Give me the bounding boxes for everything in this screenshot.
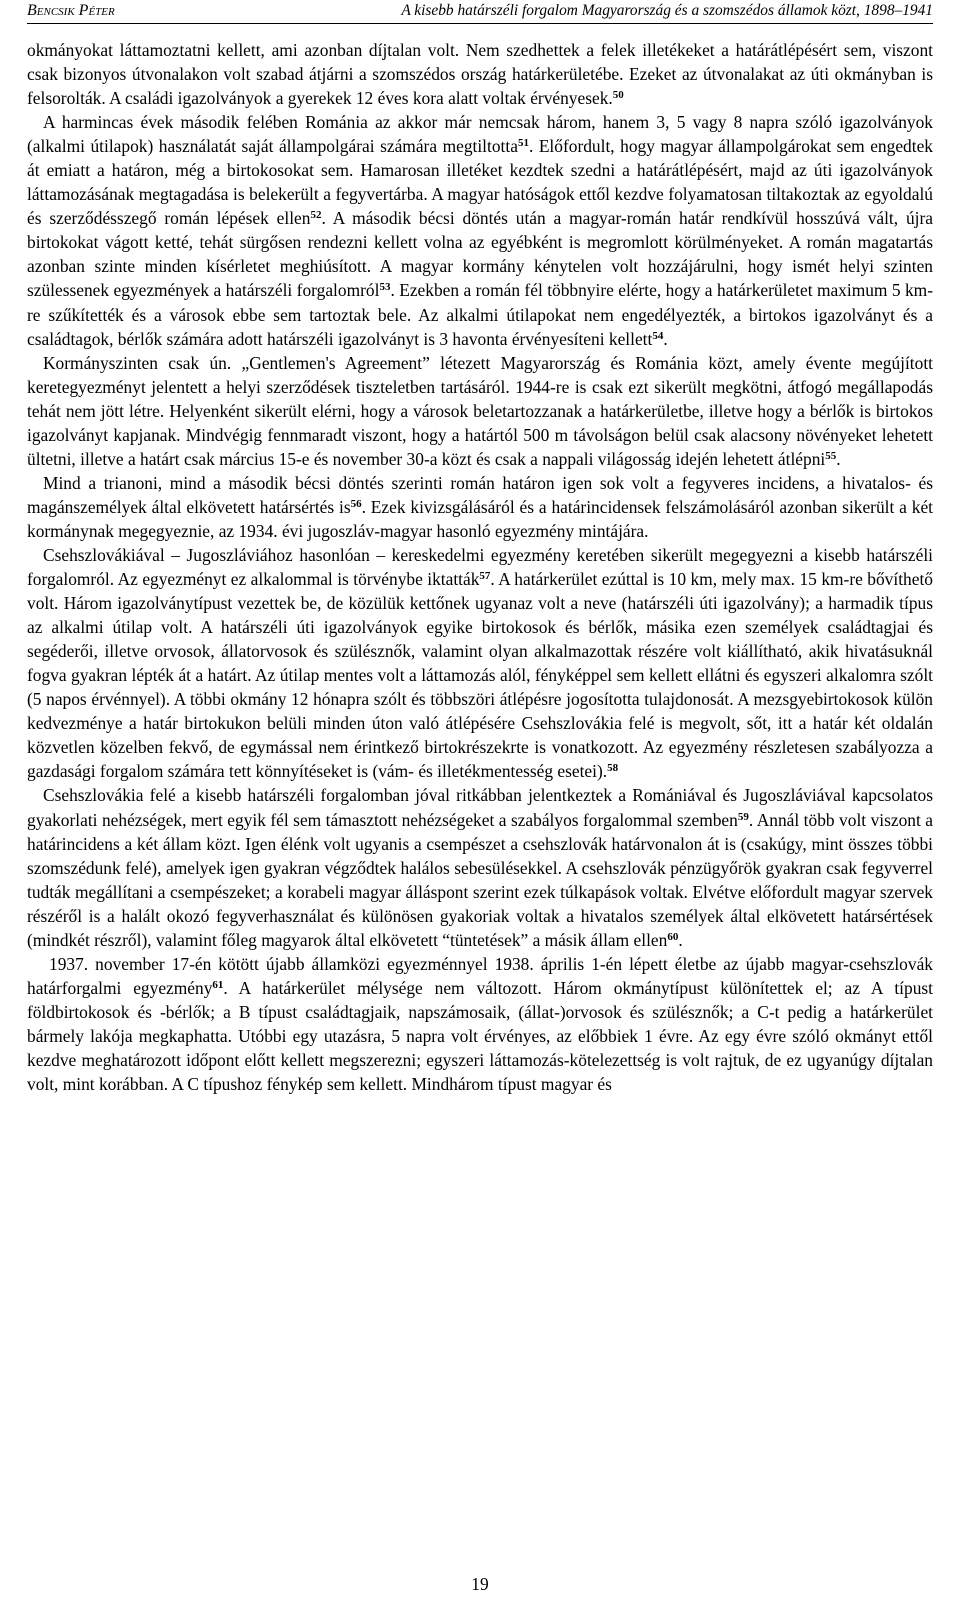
text-run: A harmincas évek második felében Románia az akkor már nemcsak három, hanem 3, 5 vagy 8 napra szóló igazolványok (alkalmi útilapok) használatát saját állampolgárai számára megtiltotta — [27, 112, 933, 157]
text-run: 1937. november 17-én kötött újabb államközi egyezménnyel 1938. április 1-én lépett életbe az újabb magyar-csehszlovák határforgalmi egyezmény — [27, 953, 933, 998]
footnote-ref-55[interactable]: 55 — [825, 449, 837, 462]
text-run: Csehszlovákiával – Jugoszláviához hasonlóan – kereskedelmi egyezmény keretében sikerült megegyezni a kisebb határszéli forgalomról. Az egyezményt ez alkalommal is törvénybe iktatták — [27, 544, 933, 590]
paragraph-5 — [27, 543, 933, 783]
footnote-ref-60[interactable]: 60 — [667, 930, 679, 943]
paragraph-4 — [27, 471, 933, 543]
paragraph-1 — [27, 38, 933, 110]
running-header — [27, 0, 933, 24]
paragraph-2 — [27, 110, 933, 350]
text-run: . Annál több volt viszont a határincidens a két állam közt. Igen élénk volt ugyanis a csempészet a csehszlovák határvonalon át is (csakúgy, mint összes többi szomszédunk felé), amelyek igen gyakran végződtek halálos sebesülésekkel. A csehszlovák pénzügyőrök gyakran csak fegyverrel tudták megállítani a csempészeket; a korabeli magyar álláspont szerint ezek túlkapások voltak. Elvétve előfordult magyar szervek részéről is a halált okozó fegyverhasználat és különösen gyakoriak voltak a hivatalos személyek által elkövetett határsértések (mindkét részről), valamint főleg magyarok által elkövetett “tüntetések” a másik állam ellen — [27, 809, 933, 950]
header-author: Bencsik Péter — [27, 2, 115, 19]
footnote-ref-54[interactable]: 54 — [652, 329, 664, 342]
footnote-ref-51[interactable]: 51 — [517, 137, 529, 150]
footnote-ref-52[interactable]: 52 — [310, 209, 322, 222]
body-text — [27, 38, 933, 1096]
text-run: . Ezekben a román fél többnyire elérte, hogy a határkerületet maximum 5 km-re szűkítették és a városok ebbe sem tartoztak bele. Az alkalmi útilapokat nem engedélyezték, a birtokos igazolványt és a családtagok, bérlők számára adott határszéli igazolványt is 3 havonta érvényesíteni kellett — [27, 280, 933, 349]
text-run: . Ezek kivizsgálásáról és a határincidensek felszámolásáról azonban sikerült a két kormánynak megegyeznie, az 1934. évi jugoszláv-magyar hasonló egyezmény mintájára. — [27, 496, 933, 541]
footnote-ref-53[interactable]: 53 — [379, 281, 391, 294]
text-run: . Előfordult, hogy magyar állampolgárokat sem engedtek át emiatt a határon, még a birtokosokat sem. Hamarosan illetéket kezdtek szedni a határátlépésért, majd az úti igazolványok láttamozásának megtagadása is belekerült a fegyvertárba. A magyar hatóságok ettől kezdve folyamatosan tiltakoztak az egyoldalú és szerződésszegő román lépések ellen — [27, 136, 933, 229]
footnote-ref-56[interactable]: 56 — [350, 497, 362, 510]
text-run: Mind a trianoni, mind a második bécsi döntés szerinti román határon igen sok volt a fegyveres incidens, a hivatalos- és magánszemélyek által elkövetett határsértés is — [27, 472, 933, 517]
paragraph-7 — [27, 952, 933, 1096]
page-number: 19 — [471, 1574, 489, 1594]
text-run: . — [678, 929, 683, 950]
header-title: A kisebb határszéli forgalom Magyarország és a szomszédos államok közt, 1898–1941 — [401, 2, 933, 19]
footnote-ref-58[interactable]: 58 — [607, 762, 619, 775]
header-rule — [27, 23, 933, 24]
text-run: okmányokat láttamoztatni kellett, ami azonban díjtalan volt. Nem szedhettek a felek illetékeket a határátlépésért sem, viszont csak bizonyos útvonalakon volt szabad átjárni a szomszédos ország határkerületébe. Ezeket az útvonalakat az úti okmányban is felsorolták. A családi igazolványok a gyerekek 12 éves kora alatt voltak érvényesek. — [27, 40, 933, 109]
footnote-ref-61[interactable]: 61 — [212, 978, 224, 991]
footnote-ref-50[interactable]: 50 — [612, 89, 624, 102]
paragraph-6 — [27, 783, 933, 951]
text-run: . A második bécsi döntés után a magyar-román határ rendkívül hosszúvá vált, újra birtokokat vágott ketté, tehát sürgősen rendezni kellett volna az egyébként is megromlott körülményeket. A román magatartás azonban szinte minden kísérletet meghiúsított. A magyar kormány kénytelen volt hozzájárulni, hogy ismét helyi szinten szülessenek egyezmények a határszéli forgalomról — [27, 208, 934, 301]
text-run: . — [663, 328, 668, 349]
text-run: . A határkerület ezúttal is 10 km, mely max. 15 km-re bővíthető volt. Három igazolványtípust vezettek be, de közülük kettőnek ugyanaz volt a neve (határszéli úti igazolvány); a harmadik típus az alkalmi útilap volt. A határszéli úti igazolványok egyike birtokosok és bérlők, másika ezen személyek családtagjai és segéderői, illetve orvosok, állatorvosok és szülésznők, valamint olyan alkalmazottak részére volt kiállítható, akik hivatásuknál fogva gyakran lépték át a határt. Az útilap mentes volt a láttamozás alól, fényképpel sem kellett ellátni és egyszeri alkalomra szólt (5 napos érvénnyel). A többi okmány 12 hónapra szólt és többszöri átlépésre jogosította tulajdonosát. A mezsgyebirtokosok külön kedvezménye a határ birtokukon belüli minden úton való átlépésére Csehszlovákia felé is megvolt, sőt, itt a határ két oldalán közvetlen közelben fekvő, de egymással nem érintkező birtokrészekrte is vonatkozott. Az egyezmény részletesen szabályozza a gazdasági forgalom számára tett könnyítéseket is (vám- és illetékmentesség esetei). — [27, 569, 933, 782]
text-run: . A határkerület mélysége nem változott. Három okmánytípust különítettek el; az A típust földbirtokosok és -bérlők; a B típust családtagjaik, napszámosaik, (állat-)orvosok és szülésznők; a C-t pedig a határkerület bármely lakója megkaphatta. Utóbbi egy utazásra, 5 napra volt érvényes, az előbbiek 1 évre. Az egy évre szóló okmányt ettől kezdve meghatározott időpont előtt kellett megszerezni; egyszeri láttamozás-kötelezettség is volt rajtuk, de ez ugyanúgy díjtalan volt, mint korábban. A C típushoz fénykép sem kellett. Mindhárom típust magyar és — [27, 977, 934, 1095]
footnote-ref-57[interactable]: 57 — [479, 570, 491, 583]
footnote-ref-59[interactable]: 59 — [737, 810, 749, 823]
text-run: . — [836, 448, 841, 469]
text-run: Csehszlovákia felé a kisebb határszéli forgalomban jóval ritkábban jelentkeztek a Romániával és Jugoszláviával kapcsolatos gyakorlati nehézségek, mert egyik fél sem támasztott nehézségeket a szabályos forgalommal szemben — [27, 785, 933, 830]
paragraph-3 — [27, 351, 933, 471]
text-run: Kormányszinten csak ún. „Gentlemen's Agreement” létezett Magyarország és Románia közt, amely évente megújított keretegyezményt jelentett a helyi szerződések tiszteletben tartásáról. 1944-re is csak ezt sikerült megkötni, átfogó megállapodás tehát nem jött létre. Helyenként sikerült elérni, hogy a városok beletartozzanak a határkerületbe, illetve hogy a bérlők is birtokos igazolványt kapjanak. Mindvégig fennmaradt viszont, hogy a határtól 500 m távolságon belül csak alacsony növényeket lehetett ültetni, illetve a határt csak március 15-e és november 30-a közt és csak a nappali világosság idején lehetett átlépni — [27, 352, 933, 469]
